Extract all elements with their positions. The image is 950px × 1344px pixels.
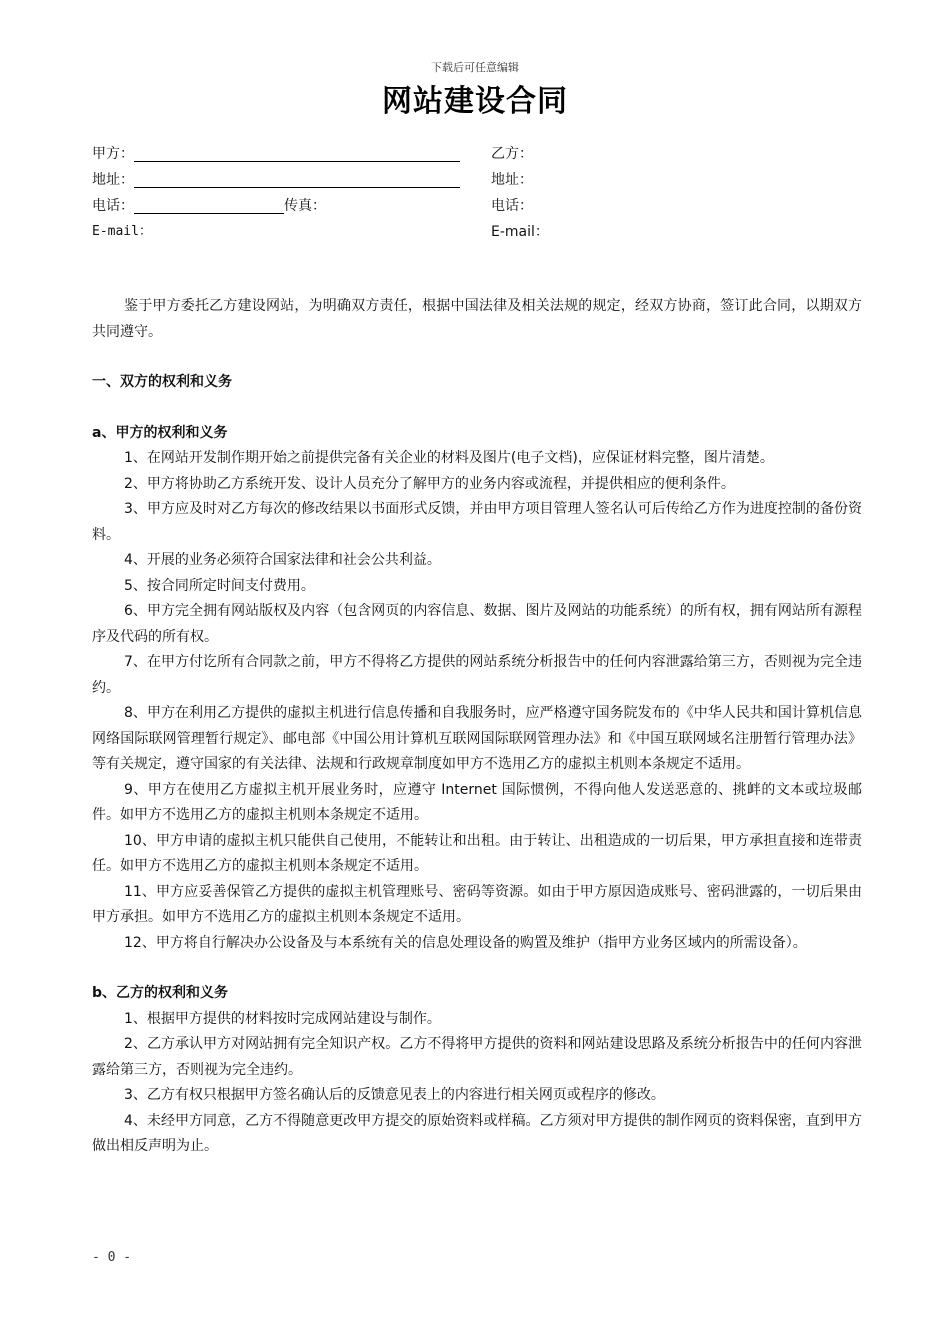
party-b-address-label: 地址： — [491, 172, 533, 188]
a-item-4: 4、开展的业务必须符合国家法律和社会公共利益。 — [124, 552, 441, 568]
a-item-2: 2、甲方将协助乙方系统开发、设计人员充分了解甲方的业务内容或流程，并提供相应的便利条件。 — [124, 475, 735, 492]
a-item-7: 7、在甲方付讫所有合同款之前，甲方不得将乙方提供的网站系统分析报告中的任何内容泄露给第三方，否则视为完全违约。 — [92, 654, 862, 696]
a-item-3: 3、甲方应及时对乙方每次的修改结果以书面形式反馈，并由甲方项目管理人签名认可后传给乙方作为进度控制的备份资料。 — [92, 501, 862, 543]
party-a-email-row — [92, 224, 152, 240]
party-a-address-blank[interactable] — [134, 173, 460, 188]
a-item-1: 1、在网站开发制作期开始之前提供完备有关企业的材料及图片(电子文档)，应保证材料完整，图片清楚。 — [124, 450, 774, 466]
document-title: 网站建设合同 — [382, 84, 568, 119]
party-a-phone-blank[interactable] — [134, 199, 284, 214]
page-number: - 0 - — [92, 1250, 132, 1265]
party-a-address-row — [92, 172, 460, 188]
subsection-a-heading: a、甲方的权利和义务 — [92, 424, 228, 441]
a-item-8: 8、甲方在利用乙方提供的虚拟主机进行信息传播和自我服务时，应严格遵守国务院发布的《中华人民共和国计算机信息网络国际联网管理暂行规定》、邮电部《中国公用计算机互联网国际联网管理办法》和《中国互联网域名注册暂行管理办法》等有关规定，遵守国家的有关法律、法规和行政规章制度如甲方不选用乙方的虚拟主机则本条规定不适用。 — [92, 705, 862, 772]
party-a-fax-label: 传真： — [284, 198, 326, 214]
subsection-b-heading: b、乙方的权利和义务 — [92, 985, 229, 1001]
intro-paragraph: 鉴于甲方委托乙方建设网站，为明确双方责任，根据中国法律及相关法规的规定，经双方协商，签订此合同，以期双方共同遵守。 — [92, 298, 862, 340]
party-a-name-row — [92, 146, 460, 162]
party-a-name-blank[interactable] — [134, 147, 460, 162]
a-item-10: 10、甲方申请的虚拟主机只能供自己使用，不能转让和出租。由于转让、出租造成的一切后果，甲方承担直接和连带责任。如甲方不选用乙方的虚拟主机则本条规定不适用。 — [92, 832, 862, 874]
contract-body — [92, 294, 862, 1160]
party-b-phone-label: 电话： — [491, 198, 533, 214]
party-a-phone-label: 电话： — [92, 198, 134, 214]
a-item-6: 6、甲方完全拥有网站版权及内容（包含网页的内容信息、数据、图片及网站的功能系统）的所有权，拥有网站所有源程序及代码的所有权。 — [92, 603, 862, 645]
b-item-4: 4、未经甲方同意，乙方不得随意更改甲方提交的原始资料或样稿。乙方须对甲方提供的制作网页的资料保密，直到甲方做出相反声明为止。 — [92, 1112, 862, 1154]
header-note: 下载后可任意编辑 — [431, 61, 519, 74]
party-b-email-label: E-mail： — [491, 224, 549, 240]
b-item-1: 1、根据甲方提供的材料按时完成网站建设与制作。 — [124, 1010, 441, 1027]
a-item-11: 11、甲方应妥善保管乙方提供的虚拟主机管理账号、密码等资源。如由于甲方原因造成账号、密码泄露的，一切后果由甲方承担。如甲方不选用乙方的虚拟主机则本条规定不适用。 — [92, 883, 862, 925]
section-1-heading: 一、双方的权利和义务 — [92, 374, 232, 390]
a-item-9: 9、甲方在使用乙方虚拟主机开展业务时，应遵守 Internet 国际惯例，不得向他人发送恶意的、挑衅的文本或垃圾邮件。如甲方不选用乙方的虚拟主机则本条规定不适用。 — [92, 781, 862, 823]
party-a-name-label: 甲方： — [92, 146, 134, 162]
a-item-12: 12、甲方将自行解决办公设备及与本系统有关的信息处理设备的购置及维护（指甲方业务区域内的所需设备）。 — [124, 934, 807, 951]
b-item-2: 2、乙方承认甲方对网站拥有完全知识产权。乙方不得将甲方提供的资料和网站建设思路及系统分析报告中的任何内容泄露给第三方，否则视为完全违约。 — [92, 1036, 862, 1078]
party-a-phone-row — [92, 198, 326, 214]
party-a-address-label: 地址： — [92, 172, 134, 188]
a-item-5: 5、按合同所定时间支付费用。 — [124, 577, 315, 594]
party-a-email-label: E-mail： — [92, 224, 152, 239]
b-item-3: 3、乙方有权只根据甲方签名确认后的反馈意见表上的内容进行相关网页或程序的修改。 — [124, 1087, 665, 1103]
party-b-name-label: 乙方： — [491, 146, 533, 162]
